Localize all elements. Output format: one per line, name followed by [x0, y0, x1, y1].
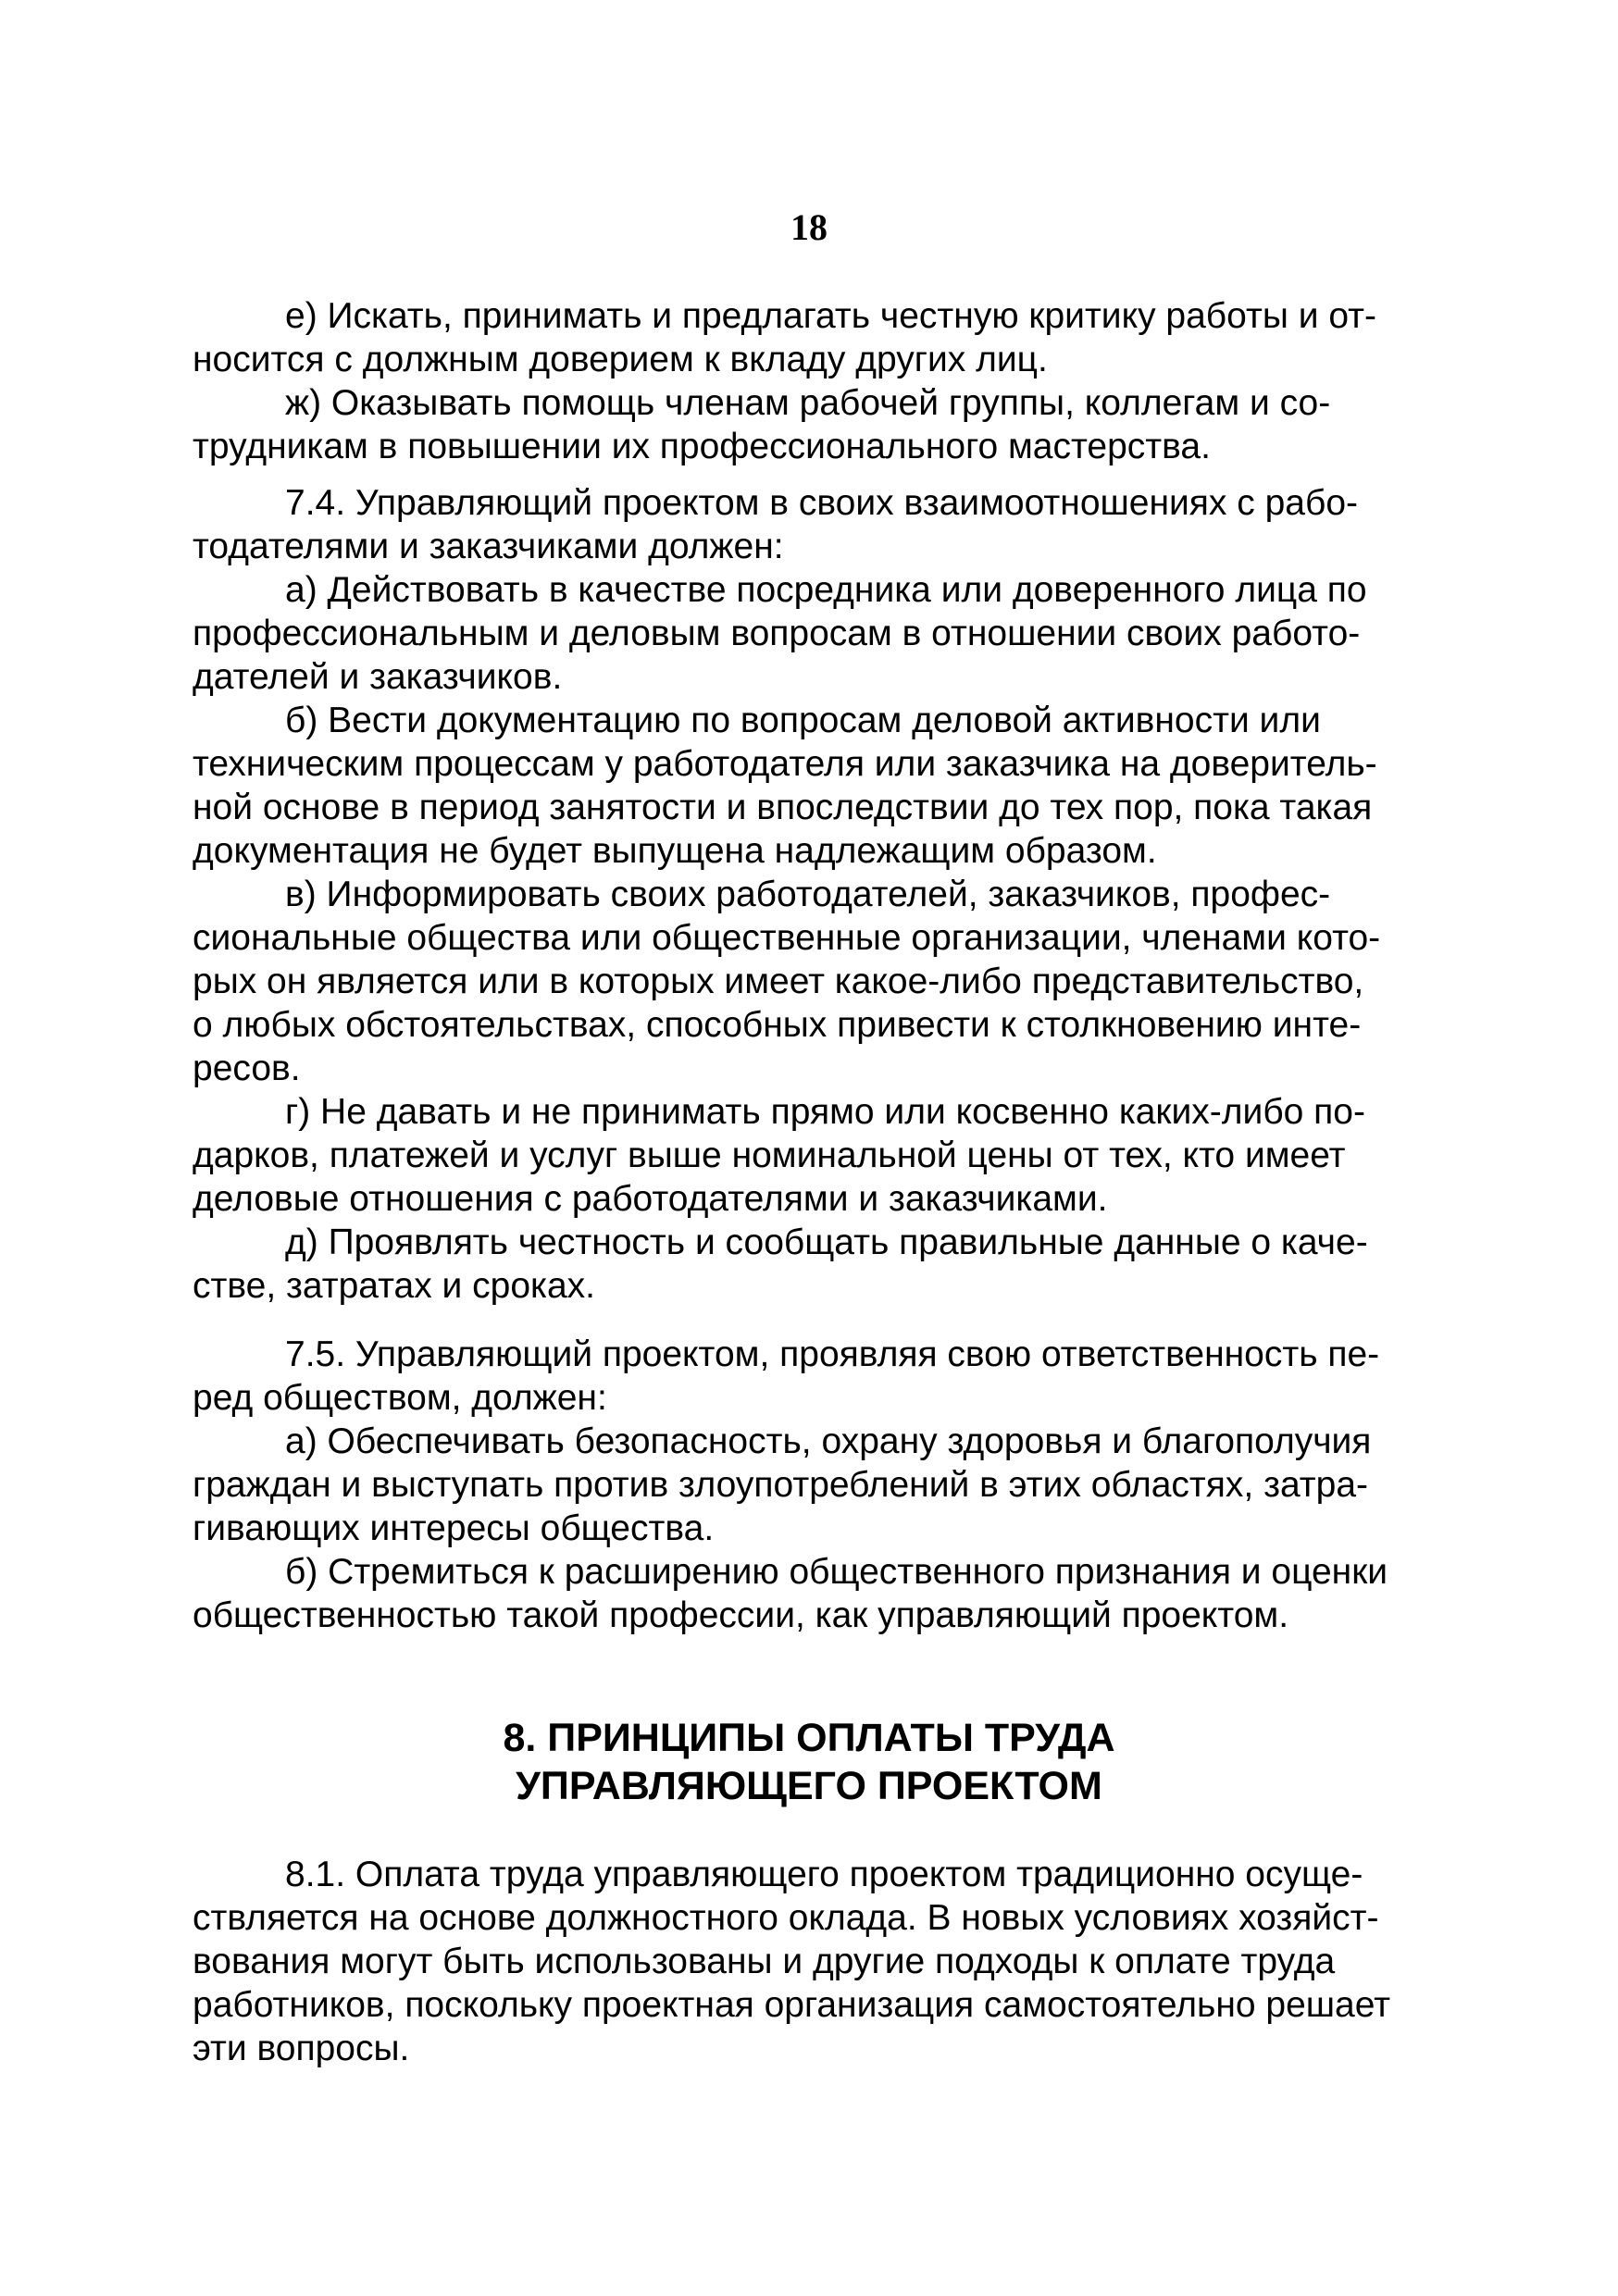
text-line: общественностью такой профессии, как управляющий проектом. [193, 1595, 1289, 1635]
text-line: сиональные общества или общественные организации, членами кото- [193, 918, 1381, 958]
text-line: е) Искать, принимать и предлагать честную критику работы и от- [285, 296, 1377, 336]
section-8-heading-line: 8. ПРИНЦИПЫ ОПЛАТЫ ТРУДА [503, 1716, 1115, 1760]
text-line: трудникам в повышении их профессионального мастерства. [193, 427, 1211, 466]
text-line: ресов. [193, 1049, 301, 1088]
section-8-heading-line: УПРАВЛЯЮЩЕГО ПРОЕКТОМ [516, 1764, 1102, 1808]
text-line: носится с должным доверием к вкладу других лиц. [193, 340, 1048, 379]
text-line: б) Вести документацию по вопросам деловой активности или [285, 701, 1321, 740]
text-line: стве, затратах и сроках. [193, 1266, 595, 1306]
text-line: д) Проявлять честность и сообщать правильные данные о каче- [285, 1222, 1368, 1262]
text-line: техническим процессам у работодателя или заказчика на доверитель- [193, 744, 1377, 784]
text-line: б) Стремиться к расширению общественного признания и оценки [285, 1552, 1388, 1592]
text-line: рых он является или в которых имеет какое-либо представительство, [193, 962, 1364, 1001]
text-line: ствляется на основе должностного оклада. В новых условиях хозяйст- [193, 1898, 1379, 1938]
text-line: а) Обеспечивать безопасность, охрану здоровья и благополучия [285, 1421, 1372, 1461]
text-line: деловые отношения с работодателями и заказчиками. [193, 1179, 1108, 1219]
text-line: документация не будет выпущена надлежащим образом. [193, 831, 1157, 871]
text-line: о любых обстоятельствах, способных привести к столкновению инте- [193, 1005, 1362, 1045]
section-8-heading [0, 1714, 1618, 1810]
text-line: ж) Оказывать помощь членам рабочей группы, коллегам и со- [285, 383, 1331, 423]
text-line: граждан и выступать против злоупотреблений в этих областях, затра- [193, 1465, 1369, 1505]
text-line: а) Действовать в качестве посредника или доверенного лица по [285, 570, 1367, 610]
text-line: профессиональным и деловым вопросам в отношении своих работо- [193, 614, 1361, 653]
text-line: гивающих интересы общества. [193, 1508, 715, 1548]
section7-items-e-zh [193, 294, 1433, 468]
text-line: г) Не давать и не принимать прямо или косвенно каких-либо по- [285, 1092, 1365, 1132]
text-line: дателей и заказчиков. [193, 657, 563, 697]
text-line: 7.5. Управляющий проектом, проявляя свою ответственность пе- [285, 1334, 1380, 1374]
text-line: тодателями и заказчиками должен: [193, 527, 784, 566]
text-line: вования могут быть использованы и другие подходы к оплате труда [193, 1942, 1336, 1981]
text-line: в) Информировать своих работодателей, заказчиков, профес- [285, 875, 1331, 914]
text-line: работников, поскольку проектная организация самостоятельно решает [193, 1985, 1391, 2025]
text-line: эти вопросы. [193, 2029, 410, 2068]
paragraph-8-1 [193, 1853, 1433, 2070]
paragraph-7-5 [193, 1333, 1433, 1637]
text-line: дарков, платежей и услуг выше номинальной цены от тех, кто имеет [193, 1136, 1346, 1175]
text-line: ред обществом, должен: [193, 1378, 607, 1418]
page-number: 18 [790, 206, 828, 248]
text-line: 8.1. Оплата труда управляющего проектом традиционно осуще- [285, 1855, 1363, 1894]
text-line: ной основе в период занятости и впоследствии до тех пор, пока такая [193, 788, 1373, 827]
paragraph-7-4 [193, 481, 1433, 1308]
text-line: 7.4. Управляющий проектом в своих взаимоотношениях с рабо- [285, 483, 1358, 523]
